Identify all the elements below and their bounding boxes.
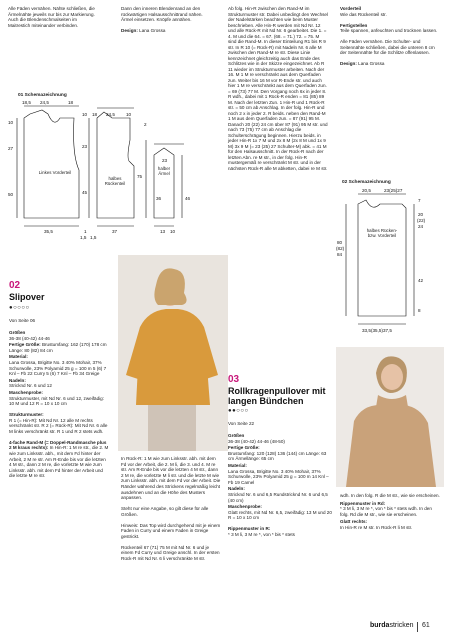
sec02-mid-2: Hinweis: Das Top wird durchgehend mit je einem Faden in Curry und einem Faden in Greige gestrickt. bbox=[121, 522, 221, 539]
schema01-drawing bbox=[4, 100, 222, 240]
sec03-difficulty: ●●○○○ bbox=[228, 408, 249, 414]
schema01-b1: 35,5 bbox=[44, 229, 53, 234]
sec03-right-1 bbox=[340, 501, 440, 518]
sec03-item-3 bbox=[228, 486, 332, 503]
sec02-t0: 36-38 (40-42) 44-46 bbox=[9, 335, 50, 341]
schema01-b5: 37 bbox=[112, 229, 118, 234]
schema02-piece-outline bbox=[358, 200, 406, 316]
schema01-m-top3: 18 bbox=[68, 100, 74, 105]
col1-intro-text: Alle Fäden vernähen. Nähte schließen, die Ärmelnähte jeweils nur bis zur Markierung. Auch die Blendenschmalseiten im Maitrestich miteinander verbinden. bbox=[8, 6, 95, 28]
sec03-h2: Material: bbox=[228, 462, 247, 468]
design-value: Lana Grossa bbox=[139, 28, 166, 34]
left-front-outline bbox=[24, 110, 79, 218]
col4-text1: Wie das Rückenteil str. bbox=[340, 11, 387, 17]
sec02-item-2 bbox=[9, 354, 109, 376]
sec03-source: Von Seite 22 bbox=[228, 421, 255, 426]
schema02-t2: 23(25)27 bbox=[384, 188, 403, 193]
sec02-h2: Material: bbox=[9, 354, 28, 360]
sec03-h3: Nadeln: bbox=[228, 486, 245, 492]
sec03-right-0: wdh. In den folg. R die M str., wie sie erscheinen. bbox=[340, 493, 440, 498]
schema01-l23: 23 bbox=[82, 144, 88, 149]
col4-vorderteil bbox=[340, 6, 440, 17]
schema02-piece-label: halbes Rücken- bzw. Vorderteil bbox=[366, 228, 398, 238]
sec02-item-3 bbox=[9, 378, 109, 389]
sec02-item-1 bbox=[9, 342, 109, 353]
schema01-piece1: Linkes Vorderteil bbox=[38, 170, 72, 175]
sec02-t3: Stricknd Nr. 6 und 12 bbox=[9, 383, 52, 389]
col2-intro-text: Dann den inneren Blendenrand an den rückwärtigen Halsausschnittrand nähen. Ärmel einsetzen. Knöpfe annähen. bbox=[121, 6, 203, 23]
col2-intro bbox=[121, 6, 209, 34]
schema01-piece2: halbes Rückenteil bbox=[104, 176, 126, 186]
schema01-b3: 1,5 bbox=[80, 235, 87, 240]
schema01-m-top7: 10 bbox=[126, 112, 132, 117]
sec03-title: Rollkragenpullover mit langen Bündchen bbox=[228, 386, 326, 406]
schema01-l10: 10 bbox=[8, 120, 14, 125]
schema01-b7: 10 bbox=[170, 229, 176, 234]
sec02-h4: Maschenprobe: bbox=[9, 389, 43, 395]
col4-heading2: Fertigstellen bbox=[340, 22, 368, 28]
schema01-l46: 46 bbox=[185, 196, 191, 201]
sec02-h5: Strukturmuster: bbox=[9, 412, 44, 418]
sec03-right bbox=[340, 493, 440, 531]
schema02-title: 02 Schemazeichnung bbox=[342, 180, 391, 185]
sec03-h1: Fertige Größe: bbox=[228, 445, 260, 451]
sec03-t5: * 3 M li, 3 M re *, von * bis * stets bbox=[228, 531, 295, 537]
schema02-l84: 84 bbox=[337, 252, 343, 257]
schema02-r22: (22) bbox=[417, 218, 426, 223]
schema01-l75: 75 bbox=[137, 174, 143, 179]
sec02-title: Slipover bbox=[9, 292, 45, 302]
schema02-r8: 8 bbox=[418, 308, 421, 313]
photo-rollkragen-illustration bbox=[336, 347, 444, 487]
sec02-item-6 bbox=[9, 440, 109, 479]
schema01-l50: 50 bbox=[8, 192, 14, 197]
schema02-l80: 80 bbox=[337, 240, 343, 245]
sec02-difficulty: ●○○○○ bbox=[9, 305, 30, 311]
col4-design-value: Lana Grossa bbox=[358, 61, 385, 67]
sec02-t1: Brustumfang: 162 (170) 178 cm Länge: 80 (82) 84 cm bbox=[9, 342, 107, 353]
sec02-t4: Strukturmuster, mit Nd Nr. 6 und 12, zweifädig: 10 M und 12 R = 10 x 10 cm bbox=[9, 395, 104, 407]
sec03-t4: Glatt rechts, mit Nd Nr. 6,5, zweifädig: 13 M und 20 R = 10 x 10 cm bbox=[228, 509, 332, 521]
schema01-b2: 1 bbox=[84, 229, 87, 234]
sec03-right-t1: * 3 M li, 3 M re *, von * bis * stets wdh. In den folg. Rd die M str., wie sie erscheinen. bbox=[340, 506, 432, 517]
sec02-h3: Nadeln: bbox=[9, 377, 26, 383]
footer-separator bbox=[417, 622, 418, 632]
schema01-m-top4: 10 bbox=[82, 112, 88, 117]
sec02-mid-3: Rückenteil 67 (71) 75 M mit Nd Nr. 6 und je einem Fd Curry und Greige anschl. In der ersten Rück-R mit Nd Nr. 6 li verschränkte M str. bbox=[121, 544, 220, 562]
sec03-t1: Brustumfang: 120 (128) 136 (144) cm Länge: 63 cm Ärmellänge: 65 cm bbox=[228, 450, 327, 462]
sec03-item-1 bbox=[228, 445, 332, 462]
sec03-h0: Größen bbox=[228, 433, 245, 438]
footer-page-number: 61 bbox=[422, 622, 430, 629]
sec03-t2: Lana Grossa, Brigitte No. 3 40% Mohair, 37% Schurwolle, 23% Polyamid 25 g = 100 m 14 Knl – Fb 19 Camel bbox=[228, 468, 329, 485]
sec03-h4: Maschenprobe: bbox=[228, 504, 262, 510]
schema02-l82: (82) bbox=[336, 246, 345, 251]
footer-brand2: stricken bbox=[389, 622, 414, 629]
schema01-b4: 1,5 bbox=[90, 235, 97, 240]
schema02-drawing bbox=[336, 188, 446, 338]
sec02-h6: 4-fache Rand-M (= Doppel-Randmasche plus 2 M kraus rechts): bbox=[9, 439, 107, 451]
sec02-item-5 bbox=[9, 412, 109, 434]
schema01-piece3: halber Ärmel bbox=[157, 166, 171, 176]
schema02-r24: 24 bbox=[418, 224, 424, 229]
schema01-m-top2: 24,5 bbox=[40, 100, 49, 105]
sec03-details bbox=[228, 433, 332, 537]
schema01-l45: 45 bbox=[82, 190, 88, 195]
sec02-h1: Fertige Größe: bbox=[9, 342, 41, 348]
sec03-t0: 36-38 (40-42) 44-46 (48-50) bbox=[228, 438, 285, 444]
sec02-t6: In Hin-R: 1 M re str., die 2. M wie zum Linksstr. abh., mit dem Fd hinter der Arbeit, 2 M re str. Am R-Ende bis vor die letzten 4 M str., dann 2 M re, die vorletzte M wie zum Linksstr. abh. mit dem Fd hinter der Arbeit und die letzte M re str. bbox=[9, 445, 109, 479]
sec02-t2: Lana Grossa, Brigitte No. 3 40% Mohair, 37% Schurwolle, 23% Polyamid 25 g = 100 m 5 (6) 7 Knl – Fb 22 Curry 5 (6) 7 Knl – Fb 34 Greige bbox=[9, 359, 107, 377]
sec02-mid-0: In Rück-R: 1 M wie zum Linksstr. abh. mit dem Fd vor der Arbeit, die 2. M li, die 3. und 4. M re str. Am R-Ende bis vor die letzten 4 M str., dann 2 M re, die vorletzte M li str. und die letzte M wie zum Linksstr. abh. mit dem Fd vor der Arbeit. Die Ränder während des Strickens regelmäßig leicht ausdehnen und an die Höhe des Musters anpassen. bbox=[121, 456, 221, 501]
schema01-m-top5: 18 bbox=[92, 112, 98, 117]
schema01-m-top1: 18,5 bbox=[22, 100, 31, 105]
sec02-details bbox=[9, 330, 109, 479]
sec03-number: 03 bbox=[228, 374, 240, 385]
col4-text2: Teile spannen, anfeuchten und trocknen lassen. bbox=[340, 28, 438, 34]
sec02-mid-1: Steht nur eine Angabe, so gilt diese für alle Größen. bbox=[121, 506, 209, 517]
sec03-t3: Stricknd Nr. 6 und 6,5 Rundstricknd Nr. 6 und 6,5 (40 cm) bbox=[228, 491, 328, 503]
schema01-b6: 13 bbox=[160, 229, 166, 234]
sec02-item-4 bbox=[9, 390, 109, 407]
schema02-b: 33,5(35,5)37,5 bbox=[362, 328, 392, 333]
sec03-right-h2: Glatt rechts: bbox=[340, 519, 368, 525]
sec02-t5: R 1 (= Hin-R): Mit Nd Nr. 12 alle M rechts verschränkt str. R 2 (= Rück-R): Mit Nd Nr. 6 alle M links verschränkt str. R 1 und R 2 stets wdh. bbox=[9, 417, 108, 434]
schema02-r20: 20 bbox=[418, 212, 424, 217]
schema02-t1: 20,5 bbox=[362, 188, 371, 193]
sec02-h0: Größen bbox=[9, 330, 26, 335]
sec03-item-4 bbox=[228, 504, 332, 521]
photo-rollkragen bbox=[336, 347, 444, 487]
sec03-item-0 bbox=[228, 433, 332, 444]
col1-intro bbox=[8, 6, 96, 28]
col4-top bbox=[340, 6, 440, 67]
col4-text3: Alle Fäden vernähen. Die Schulter- und Seitennähte schließen, dabei die unteren 8 cm der Seitennähte für die Schlitze offenlassen. bbox=[340, 39, 435, 56]
col4-design bbox=[340, 61, 440, 67]
col4-fertigstellen bbox=[340, 23, 440, 34]
sec03-right-h1: Rippenmuster in Rd: bbox=[340, 500, 386, 506]
col4-design-label: Design: bbox=[340, 61, 357, 67]
schema01-title: 01 Schemazeichnung bbox=[18, 93, 67, 98]
photo-slipover bbox=[118, 255, 228, 451]
schema01-l23b: 23 bbox=[162, 158, 168, 163]
sec02-source: Von Seite 06 bbox=[9, 318, 36, 323]
sec02-item-0 bbox=[9, 330, 109, 341]
sec03-item-2 bbox=[228, 463, 332, 485]
col4-heading1: Vorderteil bbox=[340, 6, 362, 11]
col2-design bbox=[121, 28, 209, 34]
footer bbox=[370, 622, 414, 629]
sec02-mid bbox=[121, 456, 221, 562]
sec02-number: 02 bbox=[9, 280, 21, 291]
schema01-l27: 27 bbox=[8, 146, 14, 151]
sec03-right-t2: In Hin-R re M str. In Rück-R li M str. bbox=[340, 524, 413, 530]
schema02-r7: 7 bbox=[418, 198, 421, 203]
sec03-h5: Rippenmuster in R: bbox=[228, 526, 271, 532]
footer-brand: burda bbox=[370, 622, 390, 629]
half-back-outline bbox=[97, 112, 134, 218]
schema02-r42: 42 bbox=[418, 278, 424, 283]
sec03-item-5 bbox=[228, 526, 332, 537]
photo-slipover-illustration bbox=[118, 255, 228, 451]
design-label: Design: bbox=[121, 28, 138, 34]
col3-text bbox=[228, 6, 328, 171]
schema01-l36: 36 bbox=[156, 196, 162, 201]
col3-paragraph: Ab folg. Hin-R zwischen den Rand-M im Strukturmuster str. Dabei unbedingt den Wechsel der Nadelstärken beachten wie beim Muster beschrieben. Alle Hin-R werden mit Nd Nr. 12 und alle Rück-R mit Nd Nr. 6 gearbeitet. Die 1. = 4. M und die 64. = 67. (68. = 71.) 72. = 75. M sind die Rand-M. In dieser Einteilung R1 bis R 9 str. In R 10 (= Rück-R) mit Nadeln Nr. 6 alle M zwischen den Rand-M re str. Diese Linie kennzeichnet gleichzeitig auch das Ende des Schlitzes wie in der Skizze eingezeichnet. Ab R 11 wieder im Strukturmuster arbeiten. Nach der 16. M 1 M re verschränkt aus dem Querfaden zun. Weiter bis 16 M vor R-Ende str. und auch hier 1 M re verschränkt aus dem Querfaden zun. = 69 (73) 77 M. Den Vorgang noch 6x in jeder 8. R wdh., dabei mit 1 Rück-R enden = 81 (85) 89 M. Nach der letzten Zun. 1 Hin-R und 1 Rück-R str. = 50 cm ab Anschlag. In der folg. Hin-R und noch 2 x in jeder 2. R beids. neben den Rand-M 1 M aus dem Querfaden zun. = 87 (91) 95 M. Danach 20 (22) 24 cm über 87 (91) 95 M str. und nach 73 (75) 77 cm ab Anschlag die Schulterschrägung beginnen. Hierzu beids. in jeder Hin-R 1x 7 M und 2x 8 M (2x 8 M und 1x 9 M) 3x 9 M (= 23 (25) 27 Schulter-M) abk. = 41 M für den Halsausschnitt. In der Rück-R nach der letzten Abn. re M str., in der folg. Hin-R mustergemäß re verschränkt M str. und in der nächsten Rück-R alle M abketten, dabei re M str. bbox=[228, 6, 329, 171]
schema01-m-top6: 24,5 bbox=[106, 112, 115, 117]
sec03-right-2 bbox=[340, 519, 440, 530]
schema01-m-right: 2 bbox=[144, 122, 147, 127]
